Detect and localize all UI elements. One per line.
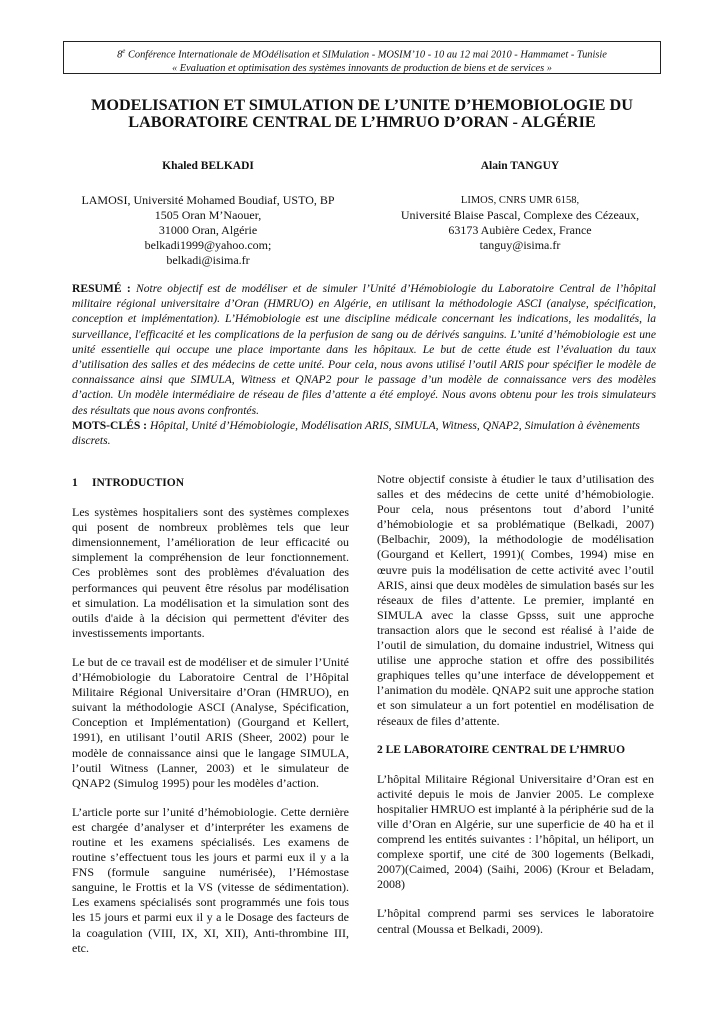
- paragraph: Notre objectif consiste à étudier le taux d’utilisation des salles et des médecins de cette unité d’hémobiologie. Pour cela, nous présentons tout d’abord l’unité d’hémobiologie et sa problématique (Belkadi, 2007)(Belbachir, 2009), la méthodologie de modélisation (Gourgand et Kellert, 1991)( Combes, 1994) mise en œuvre puis la modélisation de cette activité avec l’outil ARIS, ainsi que deux modèles de simulation basés sur les réseaux de files d’attente. Le premier, implanté en SIMULA avec la classe Gpsss, suit une approche transaction alors que le second est réalisé à l’aide de l’outil de simulation, du domaine industriel, Witness qui utilise une approche station et offre des possibilités graphiques telles qu’une interface de développement et l’animation du modèle. QNAP2 suit une approche station et son simulateur a un fort potentiel en modélisation de réseaux de files d’attente.: [377, 472, 654, 728]
- keywords-label: MOTS-CLÉS :: [72, 419, 150, 432]
- conference-ordinal: 8: [117, 49, 123, 61]
- abstract-label: RESUMÉ :: [72, 282, 137, 295]
- author-2-affiliation-line: 63173 Aubière Cedex, France: [448, 223, 592, 237]
- paragraph: L’hôpital comprend parmi ses services le laboratoire central (Moussa et Belkadi, 2009).: [377, 906, 654, 936]
- section-1-title: INTRODUCTION: [92, 477, 185, 489]
- left-column: [72, 476, 349, 970]
- conference-ordinal-sup: e: [122, 47, 126, 55]
- conference-line-1: [64, 44, 660, 62]
- author-2-affiliation-line: Université Blaise Pascal, Complexe des Cézeaux,: [400, 208, 640, 222]
- abstract: [72, 281, 656, 418]
- keywords-text: Hôpital, Unité d’Hémobiologie, Modélisation ARIS, SIMULA, Witness, QNAP2, Simulation à évènements discrets.: [72, 419, 640, 448]
- author-2: [384, 160, 656, 253]
- section-1-number: 1: [72, 477, 78, 489]
- conference-header: [63, 41, 661, 74]
- paragraph: L’hôpital Militaire Régional Universitaire d’Oran est en activité depuis le mois de Janvier 2005. Le complexe hospitalier HMRUO est implanté à la périphérie sud de la ville d’Oran en Algérie, sur une superficie de 40 ha et il comprend les entités suivantes : l’hôpital, un héliport, un complexe sportif, une cité de 300 logements (Belkadi, 2007)(Caimed, 2004) (Saihi, 2006) (Krour et Beladam, 2008): [377, 771, 654, 892]
- author-2-name: Alain TANGUY: [480, 160, 560, 172]
- author-2-affiliation-line: LIMOS, CNRS UMR 6158,: [460, 195, 580, 206]
- author-1-email: belkadi@isima.fr: [166, 253, 250, 267]
- author-1: [72, 160, 344, 268]
- author-2-email: tanguy@isima.fr: [479, 238, 561, 252]
- keywords: [72, 418, 656, 448]
- right-column: [377, 472, 654, 951]
- conference-line-2: « Evaluation et optimisation des systèmes innovants de production de biens et de services »: [172, 63, 552, 75]
- abstract-text: Notre objectif est de modéliser et de simuler l’Unité d’Hémobiologie du Laboratoire Central de l’hôpital militaire régional universitaire d’Oran (HMRUO) en Algérie, en utilisant la méthodologie ASCI (analyse, spécification, conception et implémentation). L’Hémobiologie est une discipline médicale concernant les indications, les modalités, la surveillance, l'efficacité et les complications de la perfusion de sang ou de dérivés sanguins. L’unité d’hémobiologie est une unité essentielle qui occupe une place importante dans les hôpitaux. Le but de cette étude est l’évaluation du taux d’utilisation des salles et des médecins de cette unité. Pour cela, nous avons utilisé l’outil ARIS pour spécifier le modèle de connaissance ainsi que SIMULA, Witness et QNAP2 pour le passage d’un modèle de connaissance vers des modèles d’action. Un modèle intermédiaire de réseau de files d’attente a été employé. Nous avons obtenu pour les trois simulateurs des résultats que nous avons confrontés.: [72, 282, 657, 417]
- conference-line-1-text: Conférence Internationale de MOdélisation et SIMulation - MOSIM’10 - 10 au 12 mai 2010 - Hammamet - Tunisie: [125, 49, 607, 61]
- section-1-heading: [72, 476, 349, 491]
- paragraph: Les systèmes hospitaliers sont des systèmes complexes qui posent de nombreux problèmes tels que leur dimensionnement, l’amélioration de leur efficacité ou simplement la compréhension de leur fonctionnement. Ces problèmes sont des problèmes d'évaluation des performances qui peuvent être résolus par modélisation et simulation. La modélisation et la simulation sont des outils d'aide à la décision qui permettent d'éviter des investissements importants.: [72, 505, 349, 640]
- section-2-heading: 2 LE LABORATOIRE CENTRAL DE L’HMRUO: [377, 743, 626, 756]
- paragraph: L’article porte sur l’unité d’hémobiologie. Cette dernière est chargée d’analyser et d’interpréter les examens de routine et les examens spécialisés. Les examens de routine s’effectuent tous les jours et parmi eux il y a la FNS (formule sanguine numérisée), l’Hémostase sanguine, le Frottis et la VS (vitesse de sédimentation). Les examens spécialisés sont programmés une fois tous les 15 jours et parmi eux il y a le Dosage des facteurs de la coagulation (VIII, IX, XI, XII), Anti-thrombine III, etc.: [72, 804, 349, 955]
- paper-title: [40, 97, 684, 131]
- paper-title-line-1: MODELISATION ET SIMULATION DE L’UNITE D’HEMOBIOLOGIE DU: [91, 96, 633, 114]
- author-1-name: Khaled BELKADI: [162, 160, 254, 172]
- author-1-affiliation-line: 1505 Oran M’Naouer,: [154, 208, 262, 222]
- paragraph: Le but de ce travail est de modéliser et de simuler l’Unité d’Hémobiologie du Laboratoire Central de l’Hôpital Militaire Régional Universitaire d’Oran (HMRUO), en suivant la méthodologie ASCI (Analyse, Spécification, Conception et Implémentation) (Gourgand et Kellert, 1991), en utilisant l’outil ARIS (Sheer, 2002) pour le modèle de connaissance ainsi que le langage SIMULA, l’outil Witness (Lanner, 2003) et le simulateur de QNAP2 (Simulog 1995) pour les modèles d’action.: [72, 654, 349, 790]
- author-1-affiliation-line: 31000 Oran, Algérie: [158, 223, 258, 237]
- paper-title-line-2: LABORATOIRE CENTRAL DE L’HMRUO D’ORAN - ALGÉRIE: [128, 113, 596, 131]
- author-1-affiliation-line: LAMOSI, Université Mohamed Boudiaf, USTO, BP: [81, 193, 335, 207]
- author-1-email: belkadi1999@yahoo.com;: [144, 238, 272, 252]
